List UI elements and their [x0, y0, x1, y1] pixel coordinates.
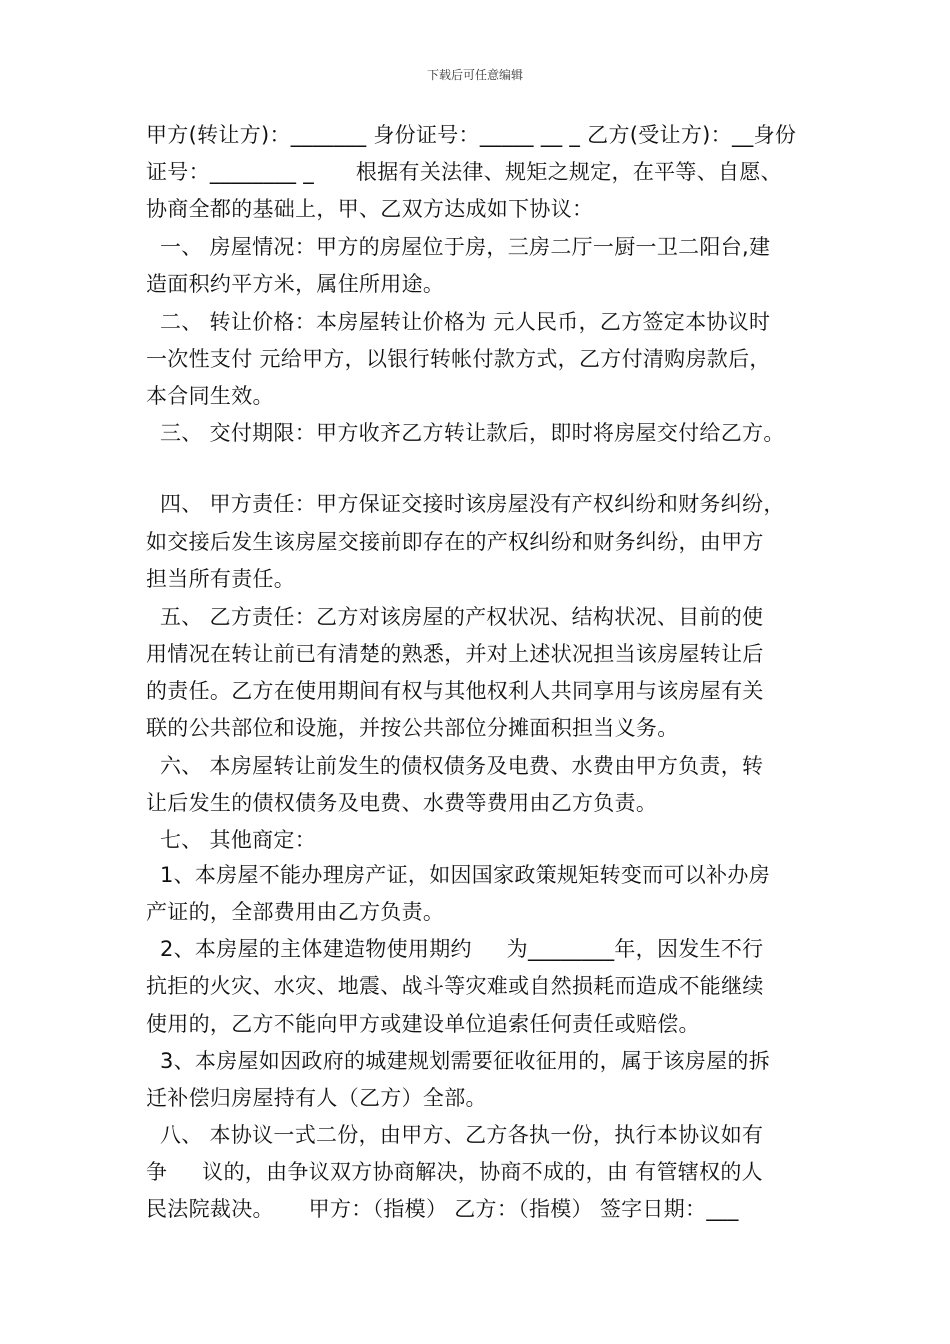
page-header: 下载后可任意编辑	[426, 68, 523, 82]
text-line: 用情况在转让前已有清楚的熟悉，并对上述状况担当该房屋转让后	[146, 642, 764, 666]
text-line: 的责任。乙方在使用期间有权与其他权利人共同享用与该房屋有关	[146, 679, 764, 703]
text-line: 本合同生效。	[146, 384, 274, 408]
text-line: 迁补偿归房屋持有人（乙方）全部。	[146, 1086, 487, 1110]
text-line: 争 议的，由争议双方协商解决，协商不成的，由 有管辖权的人	[146, 1160, 763, 1184]
text-line: 二、 转让价格：本房屋转让价格为 元人民币，乙方签定本协议时	[146, 310, 771, 334]
text-line: 协商全都的基础上，甲、乙双方达成如下协议：	[146, 197, 594, 221]
text-line: 一、 房屋情况：甲方的房屋位于房，三房二厅一厨一卫二阳台,建	[146, 235, 771, 259]
text-line: 三、 交付期限：甲方收齐乙方转让款后，即时将房屋交付给乙方。	[146, 421, 785, 445]
text-line: 如交接后发生该房屋交接前即存在的产权纠纷和财务纠纷，由甲方	[146, 530, 764, 554]
text-line: 证号：________ _ 根据有关法律、规矩之规定，在平等、自愿、	[146, 160, 782, 184]
text-line: 让后发生的债权债务及电费、水费等费用由乙方负责。	[146, 791, 658, 815]
text-line: 3、本房屋如因政府的城建规划需要征收征用的，属于该房屋的拆	[146, 1049, 771, 1073]
text-line: 甲方(转让方)：_______ 身份证号：_____ __ _ 乙方(受让方)：__身份	[146, 123, 797, 147]
text-line: 八、 本协议一式二份，由甲方、乙方各执一份，执行本协议如有	[146, 1123, 764, 1147]
text-line: 使用的，乙方不能向甲方或建设单位追索任何责任或赔偿。	[146, 1012, 700, 1036]
text-line: 一次性支付 元给甲方，以银行转帐付款方式，乙方付清购房款后，	[146, 347, 771, 371]
text-line: 六、 本房屋转让前发生的债权债务及电费、水费由甲方负责，转	[146, 754, 764, 778]
text-line: 造面积约平方米，属住所用途。	[146, 272, 445, 296]
text-line: 1、本房屋不能办理房产证，如因国家政策规矩转变而可以补办房	[146, 863, 771, 887]
text-line: 五、 乙方责任：乙方对该房屋的产权状况、结构状况、目前的使	[146, 605, 764, 629]
text-line: 抗拒的火灾、水灾、地震、战斗等灾难或自然损耗而造成不能继续	[146, 974, 764, 998]
text-line: 联的公共部位和设施，并按公共部位分摊面积担当义务。	[146, 716, 679, 740]
text-line: 四、 甲方责任：甲方保证交接时该房屋没有产权纠纷和财务纠纷，	[146, 492, 785, 516]
text-line: 民法院裁决。 甲方：（指模） 乙方：（指模） 签字日期：___	[146, 1197, 739, 1221]
text-line: 七、 其他商定：	[146, 828, 317, 852]
text-line: 2、本房屋的主体建造物使用期约 为________年，因发生不行	[146, 937, 764, 961]
text-line: 担当所有责任。	[146, 567, 296, 591]
text-line: 产证的，全部费用由乙方负责。	[146, 900, 445, 924]
